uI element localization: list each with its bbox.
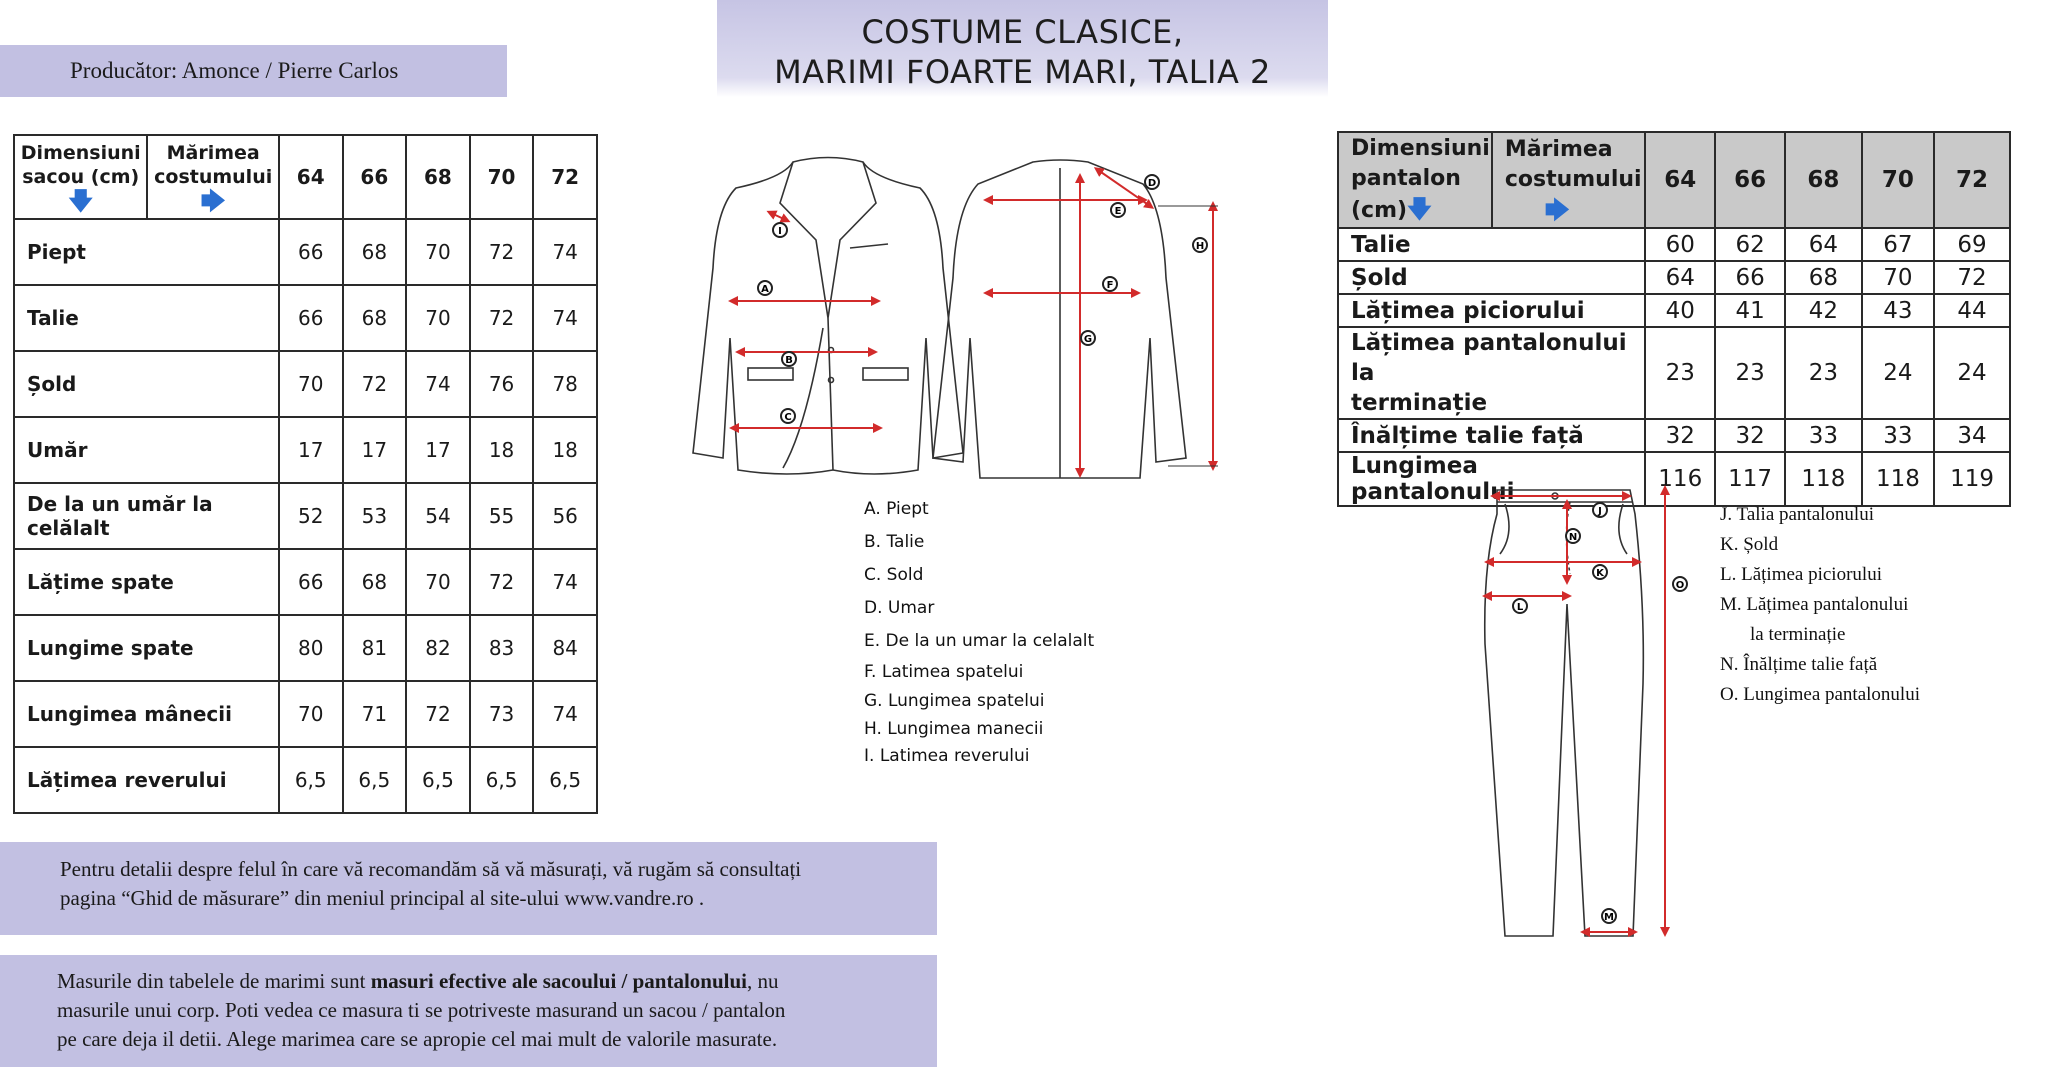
table-cell: 68: [343, 219, 407, 285]
table-cell: 116: [1645, 452, 1715, 506]
row-label: Șold: [14, 351, 279, 417]
table-cell: 23: [1645, 327, 1715, 419]
arrow-down-icon: 🡇: [1407, 195, 1432, 223]
note2-line3: pe care deja il detii. Alege marimea care se apropie cel mai mult de valorile masurate.: [57, 1027, 778, 1051]
table-cell: 119: [1934, 452, 2010, 506]
marker-m: M: [1604, 912, 1614, 923]
pants-outline: [1485, 490, 1644, 936]
legend-item: la terminație: [1750, 624, 1846, 645]
marker-n: N: [1568, 532, 1578, 543]
table-cell: 41: [1715, 294, 1785, 327]
pants-dim-header-line1: Dimensiuni: [1351, 136, 1490, 161]
table-cell: 17: [279, 417, 343, 483]
table-cell: 82: [406, 615, 470, 681]
table-cell: 33: [1785, 419, 1862, 452]
table-cell: 81: [343, 615, 407, 681]
table-cell: 84: [533, 615, 597, 681]
jacket-header-row: [14, 135, 597, 219]
table-cell: 60: [1645, 228, 1715, 261]
table-cell: 34: [1934, 419, 2010, 452]
row-label: Lățimea reverului: [14, 747, 279, 813]
title-line-2: MARIMI FOARTE MARI, TALIA 2: [774, 53, 1271, 91]
jacket-back-guides: [1158, 206, 1218, 466]
table-cell: 55: [470, 483, 534, 549]
marker-g: G: [1083, 334, 1093, 345]
jacket-size-header: [147, 135, 278, 219]
row-label: Înălțime talie față: [1338, 419, 1645, 452]
pants-measure-markers: [1513, 503, 1687, 923]
table-cell: 66: [1715, 261, 1785, 294]
table-cell: 80: [279, 615, 343, 681]
arrow-right-icon: 🡆: [200, 187, 226, 215]
table-cell: 71: [343, 681, 407, 747]
table-cell: 23: [1785, 327, 1862, 419]
table-row: [14, 285, 597, 351]
table-row: [14, 615, 597, 681]
pants-dim-header-cm: (cm): [1351, 198, 1408, 223]
table-cell: 32: [1715, 419, 1785, 452]
table-cell: 23: [1715, 327, 1785, 419]
table-cell: 18: [470, 417, 534, 483]
jacket-dim-header-line1: Dimensiuni: [20, 142, 141, 164]
table-cell: 24: [1862, 327, 1934, 419]
note1-line1: Pentru detalii despre felul în care vă recomandăm să vă măsurați, vă rugăm să consultați: [60, 857, 802, 881]
table-cell: 118: [1862, 452, 1934, 506]
table-cell: 33: [1862, 419, 1934, 452]
table-cell: 118: [1785, 452, 1862, 506]
note2-line1: [57, 967, 937, 996]
note2-line1-bold: masuri efective ale sacoului / pantalonului: [370, 969, 748, 993]
actual-measures-note: [0, 955, 937, 1067]
table-cell: 6,5: [406, 747, 470, 813]
marker-e: E: [1114, 206, 1122, 217]
table-cell: 74: [533, 219, 597, 285]
table-cell: 74: [533, 549, 597, 615]
table-cell: 52: [279, 483, 343, 549]
table-cell: 44: [1934, 294, 2010, 327]
jacket-dim-header: [14, 135, 147, 219]
table-cell: 66: [279, 219, 343, 285]
legend-item: F. Latimea spatelui: [864, 662, 1024, 682]
legend-item: H. Lungimea manecii: [864, 719, 1044, 739]
table-cell: 66: [279, 285, 343, 351]
table-cell: 72: [406, 681, 470, 747]
note2-line2: masurile unui corp. Poti vedea ce masura ti se potriveste masurand un sacou / pantalon: [57, 998, 786, 1022]
table-cell: 54: [406, 483, 470, 549]
table-cell: 117: [1715, 452, 1785, 506]
jacket-back-measure-lines: [988, 170, 1213, 473]
row-label-line2: terminație: [1351, 390, 1488, 416]
legend-item: G. Lungimea spatelui: [864, 691, 1045, 711]
table-cell: 74: [533, 681, 597, 747]
legend-item: L. Lățimea piciorului: [1720, 564, 1882, 585]
table-cell: 70: [406, 219, 470, 285]
legend-item: K. Șold: [1720, 534, 1779, 555]
producer-label: Producător: Amonce / Pierre Carlos: [0, 45, 507, 97]
marker-d: D: [1147, 178, 1157, 189]
jacket-back-outline: [933, 160, 1186, 478]
table-cell: 72: [1934, 261, 2010, 294]
table-row: [1338, 294, 2010, 327]
marker-a: A: [761, 284, 769, 295]
jacket-size-header-line2: costumului: [154, 166, 273, 188]
table-row: [1338, 419, 2010, 452]
row-label: Umăr: [14, 417, 279, 483]
table-cell: 40: [1645, 294, 1715, 327]
marker-l: L: [1516, 602, 1524, 613]
table-row: [14, 549, 597, 615]
table-row: [1338, 327, 2010, 419]
table-cell: 69: [1934, 228, 2010, 261]
jacket-size-table: [13, 134, 598, 814]
table-cell: 74: [533, 285, 597, 351]
row-label: [1338, 327, 1645, 419]
marker-k: K: [1596, 568, 1604, 579]
pants-size-header: [1492, 132, 1646, 228]
table-cell: 70: [406, 285, 470, 351]
pants-header-row: [1338, 132, 2010, 228]
table-cell: 70: [1862, 261, 1934, 294]
pants-size-66: 66: [1715, 132, 1785, 228]
table-cell: 74: [406, 351, 470, 417]
jacket-size-64: 64: [279, 135, 343, 219]
jacket-size-68: 68: [406, 135, 470, 219]
jacket-legend: [864, 493, 1094, 770]
jacket-size-header-line1: Mărimea: [166, 142, 260, 164]
table-cell: 32: [1645, 419, 1715, 452]
table-cell: 18: [533, 417, 597, 483]
marker-f: F: [1106, 280, 1114, 291]
table-cell: 72: [470, 285, 534, 351]
row-label: De la un umăr la celălalt: [14, 483, 279, 549]
note1-line2: pagina “Ghid de măsurare” din meniul principal al site-ului www.vandre.ro .: [60, 886, 705, 910]
row-label: Piept: [14, 219, 279, 285]
table-cell: 72: [343, 351, 407, 417]
legend-item: B. Talie: [864, 532, 925, 552]
row-label: Talie: [1338, 228, 1645, 261]
table-row: [1338, 261, 2010, 294]
table-cell: 24: [1934, 327, 2010, 419]
legend-item: J. Talia pantalonului: [1720, 504, 1874, 525]
pants-legend: [1720, 500, 1920, 710]
jacket-front-measure-lines: [733, 213, 878, 428]
table-row: [14, 747, 597, 813]
table-cell: 73: [470, 681, 534, 747]
table-row: [14, 351, 597, 417]
pants-size-64: 64: [1645, 132, 1715, 228]
jacket-diagram: [688, 148, 1228, 483]
pants-size-table: [1337, 131, 2011, 507]
measuring-guide-note: [0, 842, 937, 935]
row-label-line1: Lățimea pantalonului la: [1351, 330, 1627, 386]
table-cell: 17: [343, 417, 407, 483]
jacket-dim-header-line2: sacou (cm): [22, 166, 140, 188]
table-cell: 6,5: [470, 747, 534, 813]
legend-item: I. Latimea reverului: [864, 746, 1030, 766]
pants-size-72: 72: [1934, 132, 2010, 228]
pants-size-68: 68: [1785, 132, 1862, 228]
row-label: Lungimea mânecii: [14, 681, 279, 747]
table-cell: 6,5: [343, 747, 407, 813]
table-row: [14, 417, 597, 483]
legend-item: A. Piept: [864, 499, 929, 519]
row-label: Șold: [1338, 261, 1645, 294]
row-label: Lățime spate: [14, 549, 279, 615]
jacket-size-70: 70: [470, 135, 534, 219]
pants-dim-header-line2: pantalon: [1351, 166, 1461, 191]
row-label: Lățimea piciorului: [1338, 294, 1645, 327]
marker-b: B: [785, 355, 793, 366]
marker-o: O: [1675, 580, 1685, 591]
table-cell: 56: [533, 483, 597, 549]
jacket-size-72: 72: [533, 135, 597, 219]
table-cell: 72: [470, 549, 534, 615]
row-label: Lungime spate: [14, 615, 279, 681]
table-cell: 6,5: [533, 747, 597, 813]
table-cell: 68: [343, 285, 407, 351]
pants-size-header-line1: Mărimea: [1504, 137, 1613, 162]
pants-size-70: 70: [1862, 132, 1934, 228]
legend-item: M. Lățimea pantalonului: [1720, 594, 1909, 615]
table-cell: 72: [470, 219, 534, 285]
row-label: Talie: [14, 285, 279, 351]
table-cell: 70: [406, 549, 470, 615]
table-row: [14, 219, 597, 285]
note2-line1-pre: Masurile din tabelele de marimi sunt: [57, 969, 371, 993]
table-cell: 83: [470, 615, 534, 681]
table-cell: 76: [470, 351, 534, 417]
table-cell: 68: [1785, 261, 1862, 294]
legend-item: E. De la un umar la celalalt: [864, 631, 1095, 651]
table-cell: 64: [1785, 228, 1862, 261]
legend-item: N. Înălțime talie față: [1720, 654, 1878, 675]
arrow-right-icon: 🡆: [1544, 196, 1570, 224]
arrow-down-icon: 🡇: [68, 187, 94, 215]
table-cell: 68: [343, 549, 407, 615]
marker-h: H: [1195, 241, 1205, 252]
marker-j: J: [1598, 506, 1602, 517]
pants-dim-header: [1338, 132, 1492, 228]
legend-item: O. Lungimea pantalonului: [1720, 684, 1920, 705]
table-cell: 67: [1862, 228, 1934, 261]
table-cell: 64: [1645, 261, 1715, 294]
table-row: [14, 483, 597, 549]
pants-size-header-line2: costumului: [1504, 167, 1642, 192]
table-cell: 53: [343, 483, 407, 549]
table-row: [1338, 228, 2010, 261]
table-row: [14, 681, 597, 747]
note2-line1-post: , nu: [747, 969, 779, 993]
title-line-1: COSTUME CLASICE,: [861, 13, 1184, 51]
table-cell: 70: [279, 681, 343, 747]
table-cell: 78: [533, 351, 597, 417]
marker-i: I: [778, 226, 782, 237]
jacket-size-66: 66: [343, 135, 407, 219]
table-cell: 6,5: [279, 747, 343, 813]
table-cell: 42: [1785, 294, 1862, 327]
table-cell: 17: [406, 417, 470, 483]
table-cell: 70: [279, 351, 343, 417]
pants-diagram: [1475, 484, 1695, 939]
pants-dim-header-line3: [1351, 194, 1491, 226]
table-cell: 66: [279, 549, 343, 615]
table-cell: 62: [1715, 228, 1785, 261]
legend-item: D. Umar: [864, 598, 935, 618]
table-cell: 43: [1862, 294, 1934, 327]
title-banner: [717, 0, 1328, 97]
marker-c: C: [784, 412, 792, 423]
row-label: Lungimea pantalonului: [1338, 452, 1645, 506]
jacket-front-outline: [693, 158, 963, 475]
legend-item: C. Sold: [864, 565, 924, 585]
